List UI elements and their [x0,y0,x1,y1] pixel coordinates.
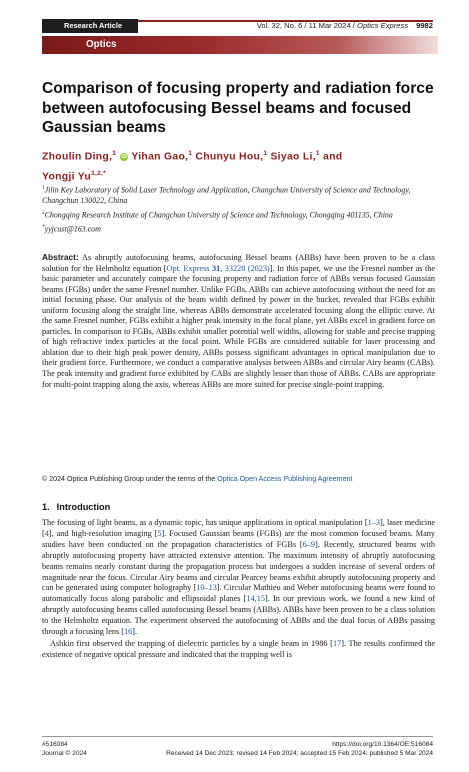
reference-link[interactable]: 4 [44,528,49,538]
brand-word-express: EXPRESS [89,58,139,68]
citation-link[interactable]: Opt. Express 31, 33228 (2023) [166,263,270,273]
author-name[interactable]: Zhoulin Ding, [42,151,113,163]
author-name[interactable]: Yihan Gao, [131,151,189,163]
email-link[interactable]: yyjcust@163.com [44,225,101,235]
journal-brand-bar [42,36,438,68]
journal-name: Optics Express [357,21,409,30]
abstract-text: ]. In this paper, we use the Fresnel number as the basic parameter and accurately compare the focusing property and radiation force of ABBs versus focused Gaussian beams (FGBs) under the same Fresnel number. Unlike FGBs, ABBs can achieve autofocusing without the need for an initial focusing phase. Our analysis of the beam width defined by power in the bucket, revealed that FGBs exhibit uniform focusing along the straight line, whereas ABBs demonstrate accelerated focusing along the elliptic curve. At the same Fresnel number, FGBs exhibit a higher peak intensity in the focal plane, yet ABBs excel in gradient force on particles. In comparison to FGBs, ABBs exhibit smaller potential well widths, allowing for stable and precise trapping of high refractive index particles at the focal point. While FGBs are considered suitable for laser processing and ablation due to their high peak power density, ABBs possess significant advantages in optical manipulation due to their gradient force. Furthermore, we conduct a comparative analysis between ABBs and circular Airy beams (CABs). The peak intensity and gradient force exhibited by CABs are slightly lesser than those of ABBs. CABs are appropriate for multi-point trapping along the axis, whereas ABBs are more suited for precise single-point trapping. [42,263,436,389]
author-conjunction: and [323,151,343,163]
affiliation-text: Chongqing Research Institute of Changchun University of Science and Technology, Chongqing 401135, China [44,210,393,220]
footer-rule [42,736,433,737]
orcid-icon[interactable]: iD [121,154,128,161]
journal-reference [257,21,433,30]
publication-dates: Received 14 Dec 2023; revised 14 Feb 2024; accepted 15 Feb 2024; published 5 Mar 2024 [166,750,433,757]
copyright-text: © 2024 Optica Publishing Group under the terms of the [42,475,218,483]
paragraph: Ashkin first observed the trapping of dielectric particles by a single beam in 1986 [17]. The results confirmed the existence of negative optical pressure and indicated that the trapping well is [42,638,435,659]
abstract-label: Abstract: [42,252,79,262]
article-type-label: Research Article [64,21,123,30]
journal-volume: Vol. 32, No. 6 / 11 Mar 2024 / [256,21,358,30]
footer-right [166,740,433,758]
author-affil-mark: 1 [112,150,117,157]
affiliation-mark: 2 [42,209,45,216]
doi-link[interactable]: https://doi.org/10.1364/OE.516084 [332,741,433,748]
section-heading [42,502,110,512]
license-link[interactable]: Optica Open Access Publishing Agreement [217,475,353,483]
abstract [42,252,435,390]
affiliations [42,183,442,237]
article-id: #516084 [42,741,68,748]
journal-copyright: Journal © 2024 [42,750,87,757]
article-type-badge [42,19,138,33]
introduction-body [42,518,435,661]
reference-link[interactable]: 17 [332,638,342,648]
affiliation-mark: * [42,224,45,231]
section-number: 1. [42,502,50,512]
affiliation-2 [42,208,442,221]
affiliation-1 [42,183,442,206]
author-name[interactable]: Siyao Li, [270,151,316,163]
reference-link[interactable]: 1–3 [367,518,380,527]
copyright-line [42,475,442,483]
author-list [42,146,442,186]
affiliation-text: Jilin Key Laboratory of Solid Laser Technology and Application, Changchun University of Science and Technology, Changchun 130022, China [42,185,411,206]
abstract-text: As abruptly autofocusing beams, autofocusing Bessel beams (ABBs) have been proven to be a class solution for the Helmholtz equation [ [42,253,435,273]
author-affil-mark: 1 [263,150,268,157]
paper-title: Comparison of focusing property and radiation force between autofocusing Bessel beams and focused Gaussian beams [42,80,434,136]
page-number: 9982 [416,21,433,30]
author-affil-mark: 1,2,* [91,170,106,178]
brand-word-optics: Optics [86,39,117,50]
author-name[interactable]: Chunyu Hou, [195,151,264,163]
author-name[interactable]: Yongji Yu [42,171,92,183]
reference-link[interactable]: 16 [124,627,133,637]
reference-link[interactable]: 14,15 [246,594,265,604]
footer-left [42,740,87,758]
author-affil-mark: 1 [188,150,193,157]
affiliation-mark: 1 [42,185,45,191]
corresponding-email [42,222,442,235]
author-affil-mark: 1 [315,150,320,157]
reference-link[interactable]: 6–9 [302,539,316,549]
paragraph: The focusing of light beams, as a dynamic topic, has unique applications in optical manipulation [1–3], laser medicine [4], and high-resolution imaging [5]. Focused Gaussian beams (FGBs) are the most common focused beams. Many studies have been conducted on the propagation characteristics of FGBs [6–9]. Recently, structured beams with abruptly autofocusing property have attracted extensive attention. The maximum intensity of abruptly autofocusing beams remains nearly constant during the propagation process but undergoes a sudden increase of several orders of magnitude near the focus. Circular Airy beams and circular Pearcey beams exhibit abruptly autofocusing property and can be generated using computer holography [10–13]. Circular Mathieu and Weber autofocusing beams were found to automatically focus along parabolic and ellipsoidal planes [14,15]. In our previous work, we found a new kind of abruptly autofocusing beams called autofocusing Bessel beams (ABBs). ABBs have been proven to be a class solution to the Helmholtz equation. The experiment observed the autofocusing of ABBs and the dual focus of ABBs passing through a focusing lens [16]. [42,518,436,637]
reference-link[interactable]: 5 [157,528,162,538]
section-title: Introduction [56,502,111,512]
reference-link[interactable]: 10–13 [196,583,217,593]
